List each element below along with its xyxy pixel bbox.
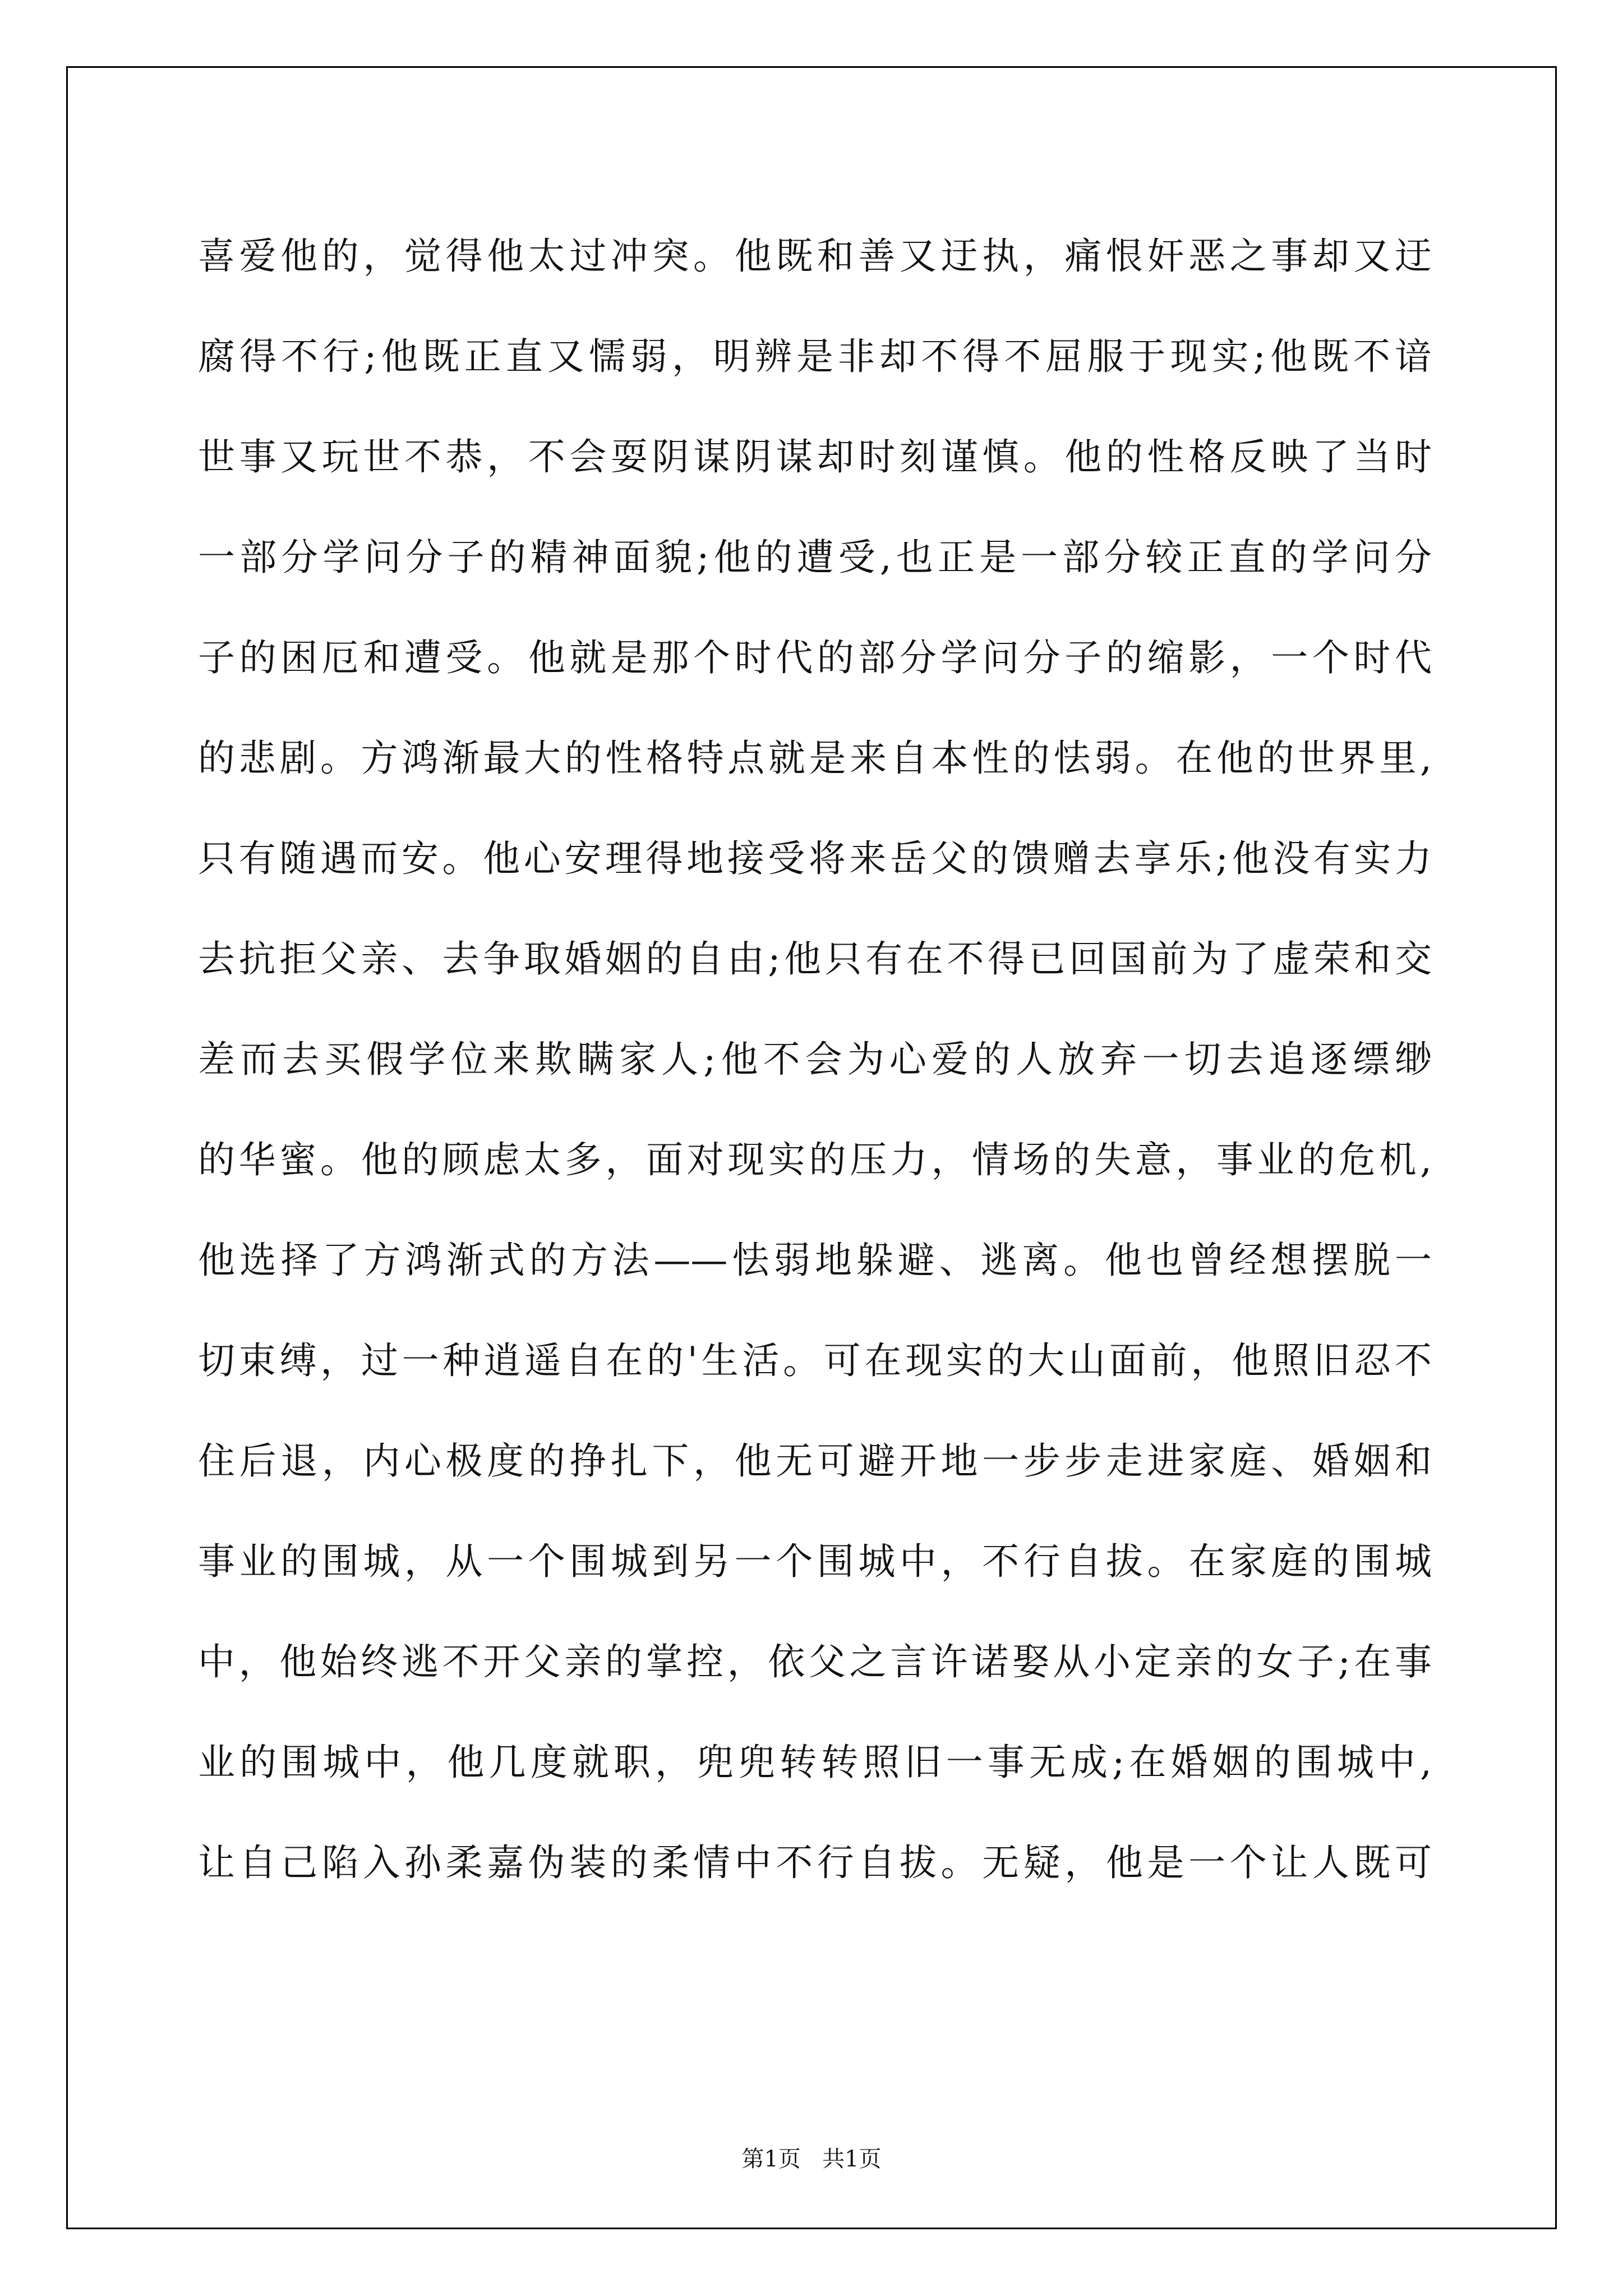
text-line: 一部分学问分子的精神面貌;他的遭受,也正是一部分较正直的学问分	[198, 536, 1432, 579]
text-line: 的华蜜。他的顾虑太多，面对现实的压力，情场的失意，事业的危机,	[198, 1138, 1432, 1181]
text-line: 让自己陷入孙柔嘉伪装的柔情中不行自拔。无疑，他是一个让人既可	[198, 1841, 1432, 1884]
text-line: 去抗拒父亲、去争取婚姻的自由;他只有在不得已回国前为了虚荣和交	[198, 937, 1432, 981]
document-body	[198, 206, 1432, 1942]
text-line: 子的困厄和遭受。他就是那个时代的部分学问分子的缩影，一个时代	[198, 636, 1432, 679]
text-line: 业的围城中，他几度就职，兜兜转转照旧一事无成;在婚姻的围城中,	[198, 1741, 1432, 1784]
text-line: 喜爱他的，觉得他太过冲突。他既和善又迂执，痛恨奸恶之事却又迂	[198, 234, 1432, 278]
page-footer: 第1页 共1页	[741, 2146, 882, 2172]
text-line: 中，他始终逃不开父亲的掌控，依父之言许诺娶从小定亲的女子;在事	[198, 1640, 1432, 1683]
text-line: 世事又玩世不恭，不会耍阴谋阴谋却时刻谨慎。他的性格反映了当时	[198, 435, 1432, 478]
text-line: 切束缚，过一种逍遥自在的'生活。可在现实的大山面前，他照旧忍不	[198, 1339, 1432, 1382]
text-line: 的悲剧。方鸿渐最大的性格特点就是来自本性的怯弱。在他的世界里,	[198, 737, 1432, 780]
text-line: 腐得不行;他既正直又懦弱，明辨是非却不得不屈服于现实;他既不谙	[198, 335, 1432, 378]
text-line: 事业的围城，从一个围城到另一个围城中，不行自拔。在家庭的围城	[198, 1540, 1432, 1583]
text-line: 住后退，内心极度的挣扎下，他无可避开地一步步走进家庭、婚姻和	[198, 1439, 1432, 1483]
text-line: 差而去买假学位来欺瞒家人;他不会为心爱的人放弃一切去追逐缥缈	[198, 1038, 1432, 1081]
text-line: 他选择了方鸿渐式的方法——怯弱地躲避、逃离。他也曾经想摆脱一	[198, 1239, 1432, 1282]
text-line: 只有随遇而安。他心安理得地接受将来岳父的馈赠去享乐;他没有实力	[198, 837, 1432, 880]
